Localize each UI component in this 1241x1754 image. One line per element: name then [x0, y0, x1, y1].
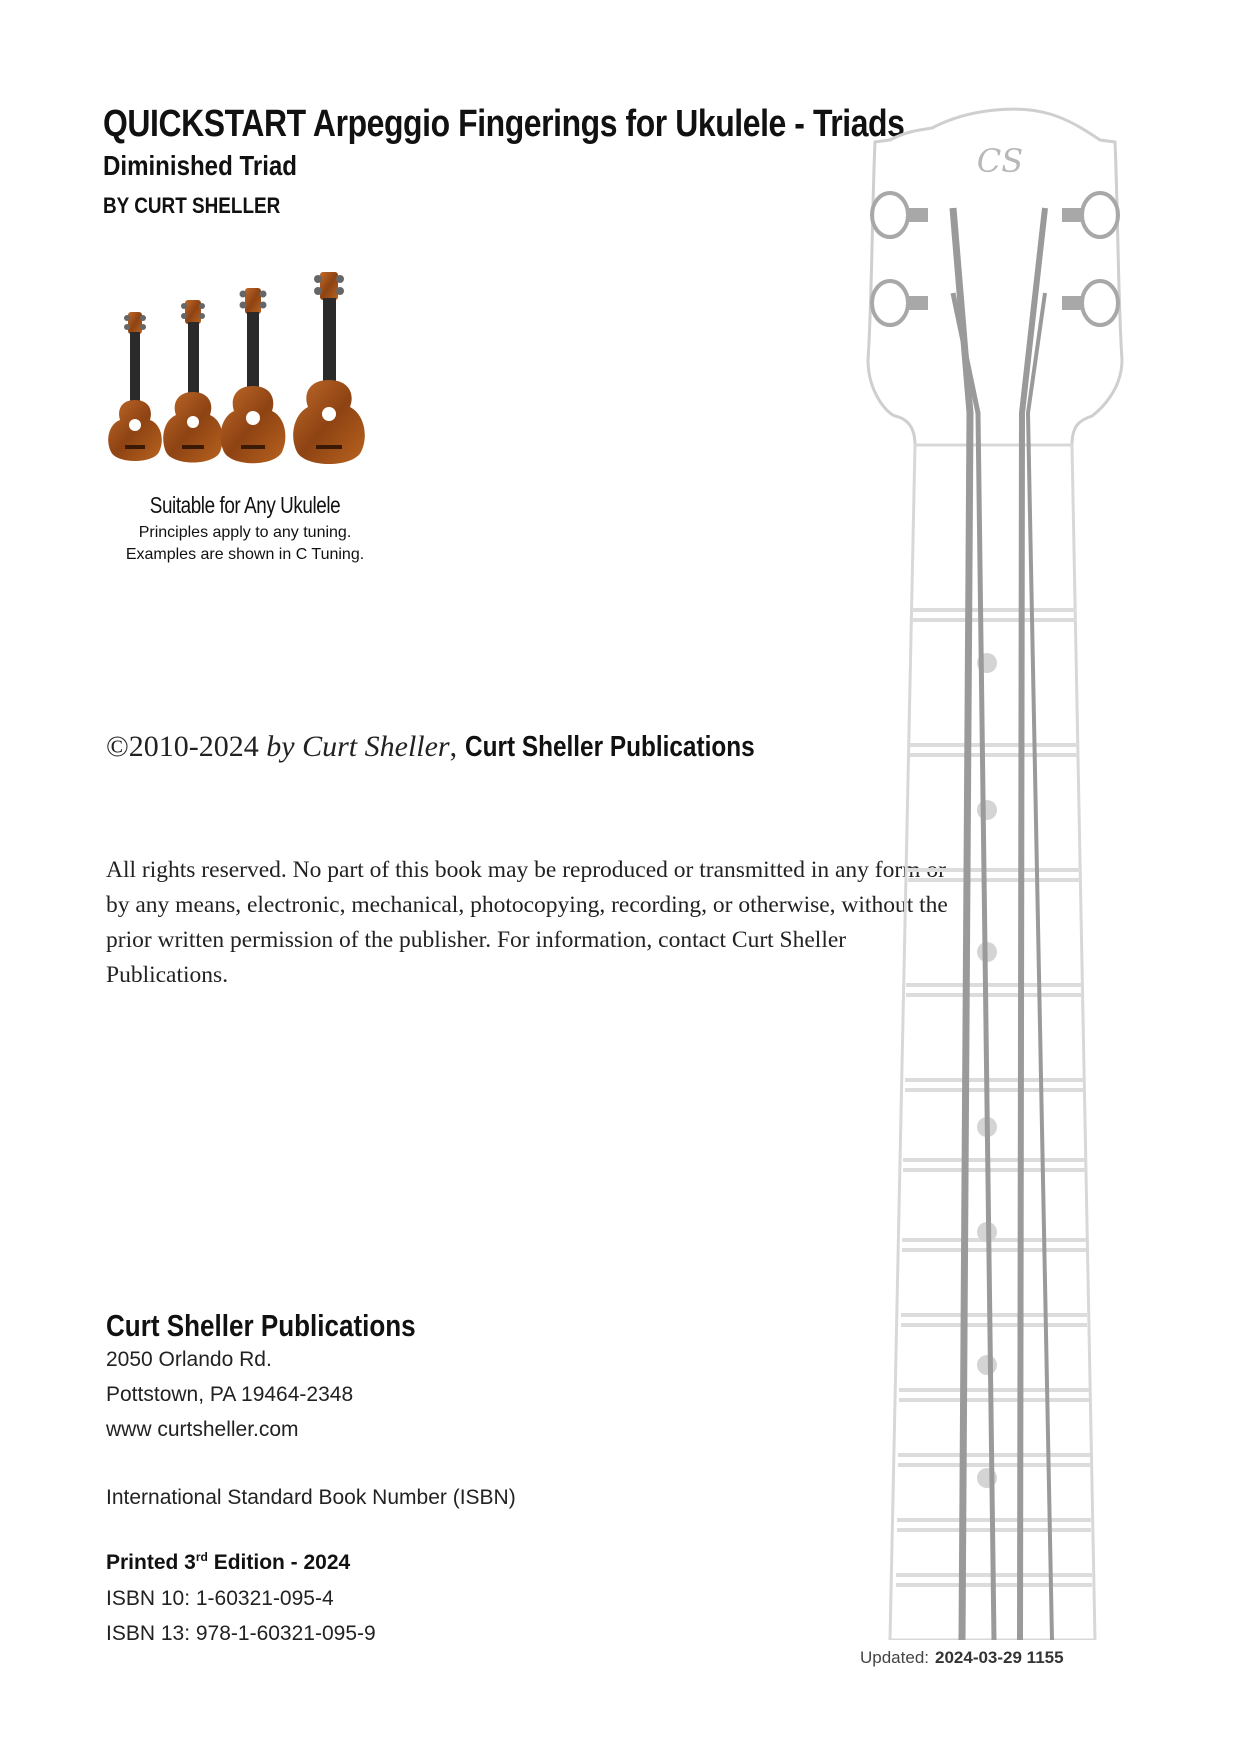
copyright-publisher: Curt Sheller Publications	[464, 731, 755, 763]
author-byline: BY CURT SHELLER	[103, 193, 281, 218]
isbn-label: International Standard Book Number (ISBN)	[106, 1486, 516, 1509]
publisher-website: www curtsheller.com	[106, 1418, 299, 1441]
headstock-logo: CS	[976, 142, 1024, 180]
publisher-address-line-1: 2050 Orlando Rd.	[106, 1348, 272, 1371]
publisher-address-line-2: Pottstown, PA 19464-2348	[106, 1383, 354, 1406]
strings	[953, 208, 1052, 1640]
page-title: QUICKSTART Arpeggio Fingerings for Ukulele - Triads	[103, 103, 905, 145]
suitability-title: Suitable for Any Ukulele	[149, 492, 341, 518]
copyright-years: ©2010-2024	[106, 730, 259, 763]
suitability-line-2: Examples are shown in C Tuning.	[125, 546, 365, 563]
suitability-line-1: Principles apply to any tuning.	[138, 524, 352, 541]
publisher-name: Curt Sheller Publications	[106, 1308, 416, 1343]
updated-stamp	[860, 1648, 1064, 1668]
updated-value: 2024-03-29 1155	[935, 1648, 1064, 1667]
edition-line	[106, 1550, 350, 1575]
rights-notice: All rights reserved. No part of this book may be reproduced or transmitted in any form or by any means, electronic, mechanical, photocopying, recording, or otherwise, without the prior written permission of the publisher. For information, contact Curt Sheller Publications.	[106, 857, 948, 988]
edition-superscript: rd	[195, 1550, 208, 1564]
updated-label: Updated:	[860, 1648, 929, 1667]
fret-lines	[896, 610, 1092, 1585]
page-subtitle: Diminished Triad	[103, 150, 298, 181]
isbn-13: ISBN 13: 978-1-60321-095-9	[106, 1622, 376, 1645]
copyright-author: by Curt Sheller	[266, 730, 450, 763]
edition-suffix: Edition - 2024	[207, 1551, 351, 1574]
ukulele-neck-illustration	[860, 100, 1180, 1640]
edition-prefix: Printed 3	[106, 1551, 196, 1574]
ukulele-family-illustration	[105, 262, 385, 472]
isbn-10: ISBN 10: 1-60321-095-4	[106, 1587, 334, 1610]
copyright-comma: ,	[449, 730, 458, 763]
copyright-line	[106, 730, 809, 764]
